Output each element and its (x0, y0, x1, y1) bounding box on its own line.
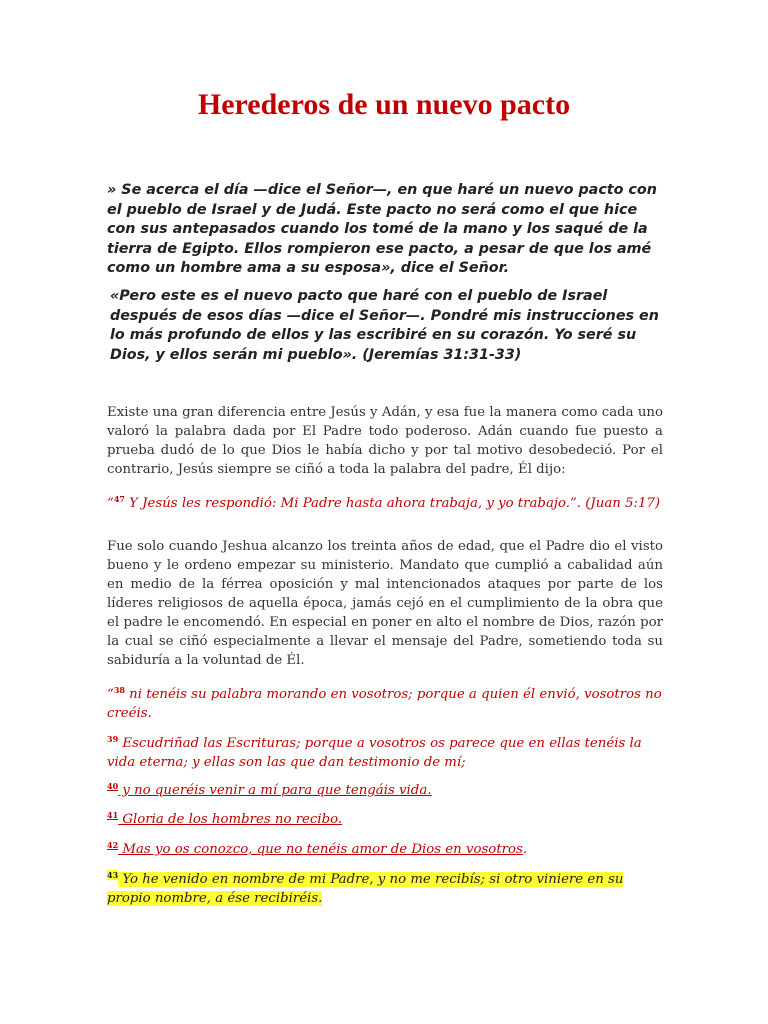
verse-number: 39 (107, 734, 119, 744)
verse-41 (107, 806, 663, 829)
quote-paragraph: » Se acerca el día —dice el Señor—, en que haré un nuevo pacto con el pueblo de Israel y de Judá. Este pacto no será como el que hice con sus antepasados cuando los tomé de la mano y los saqué de la tierra de Egipto. Ellos rompieron ese pacto, a pesar de que los amé como un hombre ama a su esposa», dice el Señor. (107, 182, 657, 276)
verse-suffix: . (522, 842, 528, 857)
body-paragraph: Existe una gran diferencia entre Jesús y Adán, y esa fue la manera como cada uno valoró la palabra dada por El Padre todo poderoso. Adán cuando fue puesto a prueba dudó de lo que Dios le había dicho y por tal motivo desobedeció. Por el contrario, Jesús siempre se ciñó a toda la palabra del padre, Él dijo: (107, 405, 663, 477)
verse-text: Y Jesús les respondió: Mi Padre hasta ahora trabaja, y yo trabajo.”. (Juan 5:17) (124, 496, 661, 511)
verse-number: 41 (107, 810, 119, 820)
page-title: Herederos de un nuevo pacto (197, 88, 571, 121)
verse-text: Mas yo os conozco, que no tenéis amor de Dios en vosotros (118, 842, 523, 857)
verse-number: 42 (107, 840, 119, 850)
verse-quote-mark: “ (107, 496, 114, 511)
verse-text: Yo he venido en nombre de mi Padre, y no me recibís; si otro viniere en su propio nombre, a ése recibiréis. (107, 872, 624, 906)
verse-text: ni tenéis su palabra morando en vosotros; porque a quien él envió, vosotros no creéis. (107, 687, 662, 721)
verse-39 (107, 730, 663, 772)
verse-text: y no queréis venir a mí para que tengáis vida. (118, 783, 432, 798)
verse-quote-mark: “ (107, 687, 114, 702)
verse-john-5-17 (107, 490, 663, 513)
quote-paragraph: «Pero este es el nuevo pacto que haré con el pueblo de Israel después de esos días —dice el Señor—. Pondré mis instrucciones en lo más profundo de ellos y las escribiré en su corazón. Yo seré su Dios, y ellos serán mi pueblo». (Jeremías 31:31-33) (110, 288, 659, 363)
verse-text: Gloria de los hombres no recibo. (118, 812, 343, 827)
verse-38 (107, 681, 663, 723)
verse-40 (107, 777, 663, 800)
body-paragraph: Fue solo cuando Jeshua alcanzo los treinta años de edad, que el Padre dio el visto bueno y le ordeno empezar su ministerio. Mandato que cumplió a cabalidad aún en medio de la férrea oposición y mal intencionados ataques por parte de los líderes religiosos de aquella época, jamás cejó en el cumplimiento de la obra que el padre le encomendó. En especial en poner en alto el nombre de Dios, razón por la cual se ciñó especialmente a llevar el mensaje del Padre, sometiendo toda su sabiduría a la voluntad de Él. (107, 539, 663, 668)
verse-number: 47 (113, 494, 125, 504)
verse-number: 38 (113, 685, 125, 695)
verse-43-highlighted (107, 866, 663, 908)
verse-text: Escudriñad las Escrituras; porque a vosotros os parece que en ellas tenéis la vida eterna; y ellas son las que dan testimonio de mí; (107, 736, 642, 770)
verse-42 (107, 836, 663, 859)
verse-number: 43 (107, 870, 119, 880)
verse-number: 40 (107, 781, 119, 791)
